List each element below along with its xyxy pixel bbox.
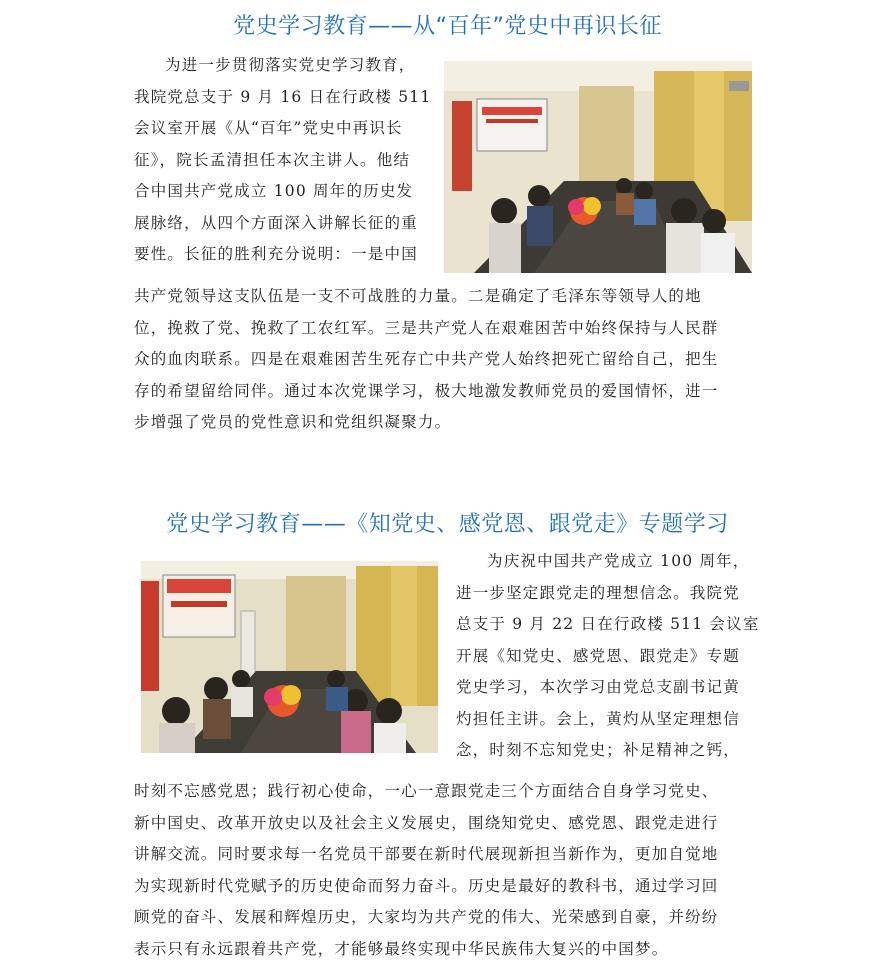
article1-line: 展脉络，从四个方面深入讲解长征的重 xyxy=(134,213,418,232)
article1-line: 共产党领导这支队伍是一支不可战胜的力量。二是确定了毛泽东等领导人的地 xyxy=(134,287,702,305)
article2-line: 顾党的奋斗、发展和辉煌历史，大家均为共产党的伟大、光荣感到自豪，并纷纷 xyxy=(134,908,719,926)
article2-line: 党史学习，本次学习由党总支副书记黄 xyxy=(456,678,740,696)
article1-line: 我院党总支于 9 月 16 日在行政楼 511 xyxy=(134,87,432,106)
article1-line: 为进一步贯彻落实党史学习教育， xyxy=(165,56,416,74)
article1-line: 步增强了党员的党性意识和党组织凝聚力。 xyxy=(134,413,452,431)
article2-photo xyxy=(141,561,438,753)
article2-line: 进一步坚定跟党走的理想信念。我院党 xyxy=(456,583,740,602)
article2-line: 时刻不忘感党恩；践行初心使命，一心一意跟党走三个方面结合自身学习党史、 xyxy=(134,782,719,800)
article1-line: 位，挽救了党、挽救了工农红军。三是共产党人在艰难困苦中始终保持与人民群 xyxy=(134,318,719,337)
article2-line: 开展《知党史、感党恩、跟党走》专题 xyxy=(456,646,740,665)
article2-line: 灼担任主讲。会上，黄灼从坚定理想信 xyxy=(456,709,740,728)
article1-photo xyxy=(444,61,752,273)
article1-line: 要性。长征的胜利充分说明：一是中国 xyxy=(134,245,418,263)
article2-line: 表示只有永远跟着共产党，才能够最终实现中华民族伟大复兴的中国梦。 xyxy=(134,939,669,958)
article1-title: 党史学习教育——从“百年”党史中再识长征 xyxy=(233,14,662,39)
article2-line: 讲解交流。同时要求每一名党员干部要在新时代展现新担当新作为，更加自觉地 xyxy=(134,845,719,863)
article2-paragraph-bottom xyxy=(134,776,764,965)
article2-title: 党史学习教育——《知党史、感党恩、跟党走》专题学习 xyxy=(166,512,729,537)
article1-paragraph-bottom xyxy=(134,281,764,439)
article1-line: 会议室开展《从“百年”党史中再识长 xyxy=(134,119,403,137)
article1-paragraph-top xyxy=(134,50,444,271)
article1-line: 众的血肉联系。四是在艰难困苦生死存亡中共产党人始终把死亡留给自己，把生 xyxy=(134,350,719,368)
article2-line: 念，时刻不忘知党史；补足精神之钙， xyxy=(456,741,740,759)
article2-paragraph-top xyxy=(456,546,766,767)
article2-line: 为实现新时代党赋予的历史使命而努力奋斗。历史是最好的教科书，通过学习回 xyxy=(134,876,719,895)
article1-line: 合中国共产党成立 100 周年的历史发 xyxy=(134,182,414,200)
article1-line: 征》，院长孟清担任本次主讲人。他结 xyxy=(134,150,411,169)
article1-line: 存的希望留给同伴。通过本次党课学习，极大地激发教师党员的爱国情怀，进一 xyxy=(134,381,719,400)
article2-line: 新中国史、改革开放史以及社会主义发展史，围绕知党史、感党恩、跟党走进行 xyxy=(134,813,719,832)
article2-line: 为庆祝中国共产党成立 100 周年， xyxy=(487,552,750,570)
article2-line: 总支于 9 月 22 日在行政楼 511 会议室 xyxy=(456,615,760,633)
